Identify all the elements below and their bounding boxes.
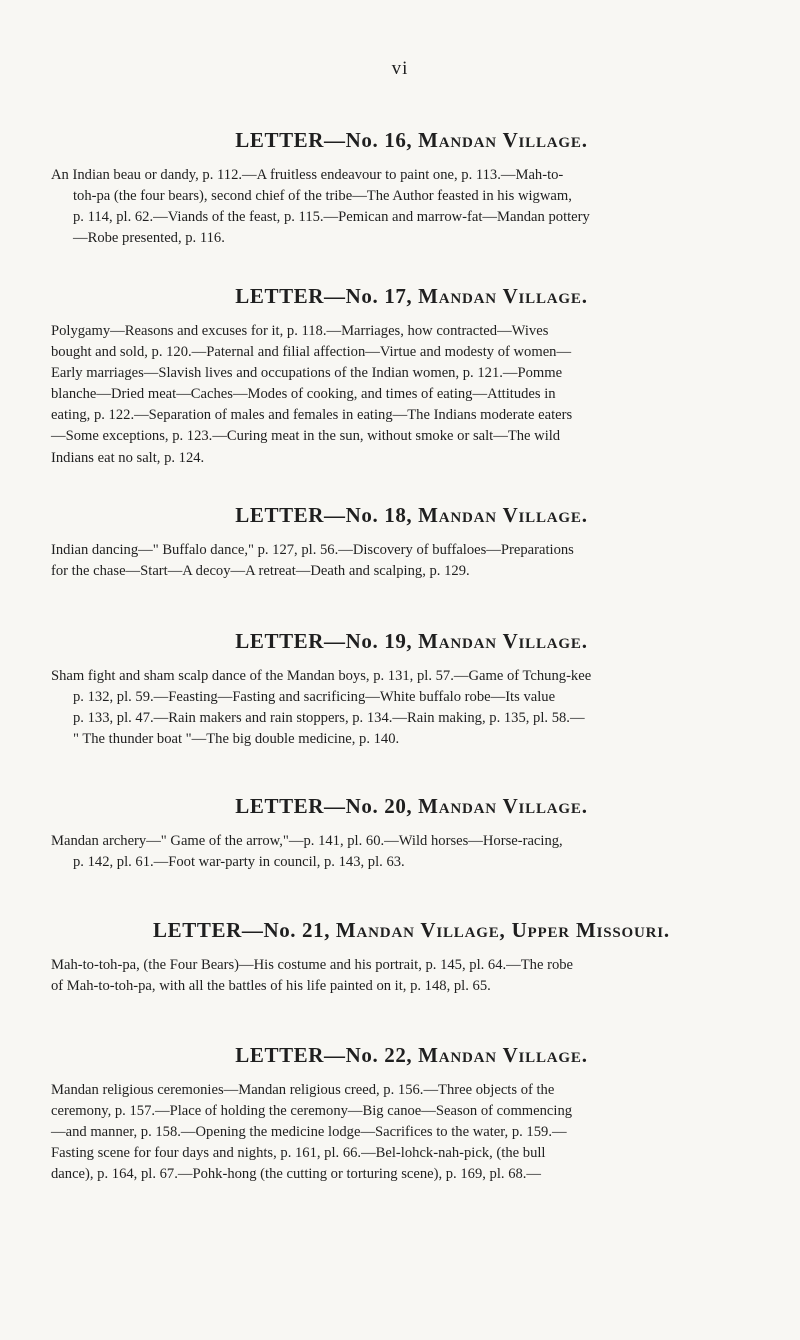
letter-heading: [51, 283, 772, 309]
summary-line: —Robe presented, p. 116.: [73, 230, 225, 247]
letter-section: [51, 502, 772, 582]
summary-line: Mandan religious ceremonies—Mandan religious creed, p. 156.—Three objects of the: [51, 1082, 555, 1098]
letter-heading: [51, 793, 772, 819]
summary-line: An Indian beau or dandy, p. 112.—A fruitless endeavour to paint one, p. 113.—Mah-to-: [51, 167, 564, 183]
village-name: Mandan Village.: [418, 629, 588, 653]
letter-number: LETTER—No. 21,: [153, 918, 331, 942]
letter-section: [51, 127, 772, 249]
letter-section: [51, 283, 772, 469]
village-name: Mandan Village.: [418, 1043, 588, 1067]
summary-line: " The thunder boat "—The big double medicine, p. 140.: [73, 731, 400, 748]
letter-heading: [51, 127, 772, 153]
letter-section: [51, 917, 772, 997]
summary-line: dance), p. 164, pl. 67.—Pohk-hong (the cutting or torturing scene), p. 169, pl. 68.—: [51, 1166, 542, 1183]
letter-summary: [51, 666, 772, 750]
village-name: Mandan Village.: [418, 284, 588, 308]
letter-section: [51, 793, 772, 873]
summary-line: Polygamy—Reasons and excuses for it, p. 118.—Marriages, how contracted—Wives: [51, 323, 549, 339]
summary-line: ceremony, p. 157.—Place of holding the ceremony—Big canoe—Season of commencing: [51, 1103, 573, 1120]
summary-line: Sham fight and sham scalp dance of the Mandan boys, p. 131, pl. 57.—Game of Tchung-kee: [51, 668, 592, 684]
letter-section: [51, 1042, 772, 1185]
summary-line: Indians eat no salt, p. 124.: [51, 449, 205, 466]
summary-line: —and manner, p. 158.—Opening the medicine lodge—Sacrifices to the water, p. 159.—: [51, 1124, 567, 1141]
letter-heading: [51, 917, 772, 943]
letter-heading: [51, 1042, 772, 1068]
village-name: Mandan Village, Upper Missouri.: [335, 918, 670, 942]
summary-line: Fasting scene for four days and nights, p. 161, pl. 66.—Bel-lohck-nah-pick, (the bull: [51, 1145, 546, 1162]
village-name: Mandan Village.: [418, 794, 588, 818]
summary-line: toh-pa (the four bears), second chief of the tribe—The Author feasted in his wigwam,: [73, 188, 572, 205]
letter-summary: [51, 831, 772, 873]
summary-line: Early marriages—Slavish lives and occupations of the Indian women, p. 121.—Pomme: [51, 365, 563, 382]
letter-summary: [51, 165, 772, 249]
summary-line: p. 142, pl. 61.—Foot war-party in council, p. 143, pl. 63.: [73, 854, 405, 871]
summary-line: p. 114, pl. 62.—Viands of the feast, p. 115.—Pemican and marrow-fat—Mandan pottery: [73, 209, 590, 226]
letter-number: LETTER—No. 20,: [235, 794, 413, 818]
letter-heading: [51, 628, 772, 654]
summary-line: Indian dancing—" Buffalo dance," p. 127, pl. 56.—Discovery of buffaloes—Preparations: [51, 542, 574, 558]
letter-summary: [51, 955, 772, 997]
letter-number: LETTER—No. 17,: [235, 284, 413, 308]
letter-number: LETTER—No. 22,: [235, 1043, 413, 1067]
letter-number: LETTER—No. 16,: [235, 128, 413, 152]
letter-number: LETTER—No. 19,: [235, 629, 413, 653]
summary-line: of Mah-to-toh-pa, with all the battles of his life painted on it, p. 148, pl. 65.: [51, 978, 491, 995]
summary-line: blanche—Dried meat—Caches—Modes of cooking, and times of eating—Attitudes in: [51, 386, 556, 403]
summary-line: p. 132, pl. 59.—Feasting—Fasting and sacrificing—White buffalo robe—Its value: [73, 689, 556, 706]
letter-summary: [51, 540, 772, 582]
letter-summary: [51, 321, 772, 469]
summary-line: Mah-to-toh-pa, (the Four Bears)—His costume and his portrait, p. 145, pl. 64.—The robe: [51, 957, 574, 973]
letter-number: LETTER—No. 18,: [235, 503, 413, 527]
letter-summary: [51, 1080, 772, 1185]
summary-line: eating, p. 122.—Separation of males and females in eating—The Indians moderate eaters: [51, 407, 573, 424]
village-name: Mandan Village.: [418, 503, 588, 527]
village-name: Mandan Village.: [418, 128, 588, 152]
summary-line: Mandan archery—" Game of the arrow,"—p. 141, pl. 60.—Wild horses—Horse-racing,: [51, 833, 563, 849]
summary-line: for the chase—Start—A decoy—A retreat—Death and scalping, p. 129.: [51, 563, 470, 580]
letter-section: [51, 628, 772, 750]
summary-line: p. 133, pl. 47.—Rain makers and rain stoppers, p. 134.—Rain making, p. 135, pl. 58.—: [73, 710, 585, 727]
summary-line: —Some exceptions, p. 123.—Curing meat in the sun, without smoke or salt—The wild: [51, 428, 561, 445]
summary-line: bought and sold, p. 120.—Paternal and filial affection—Virtue and modesty of women—: [51, 344, 572, 361]
letter-heading: [51, 502, 772, 528]
page-number: vi: [391, 58, 409, 79]
